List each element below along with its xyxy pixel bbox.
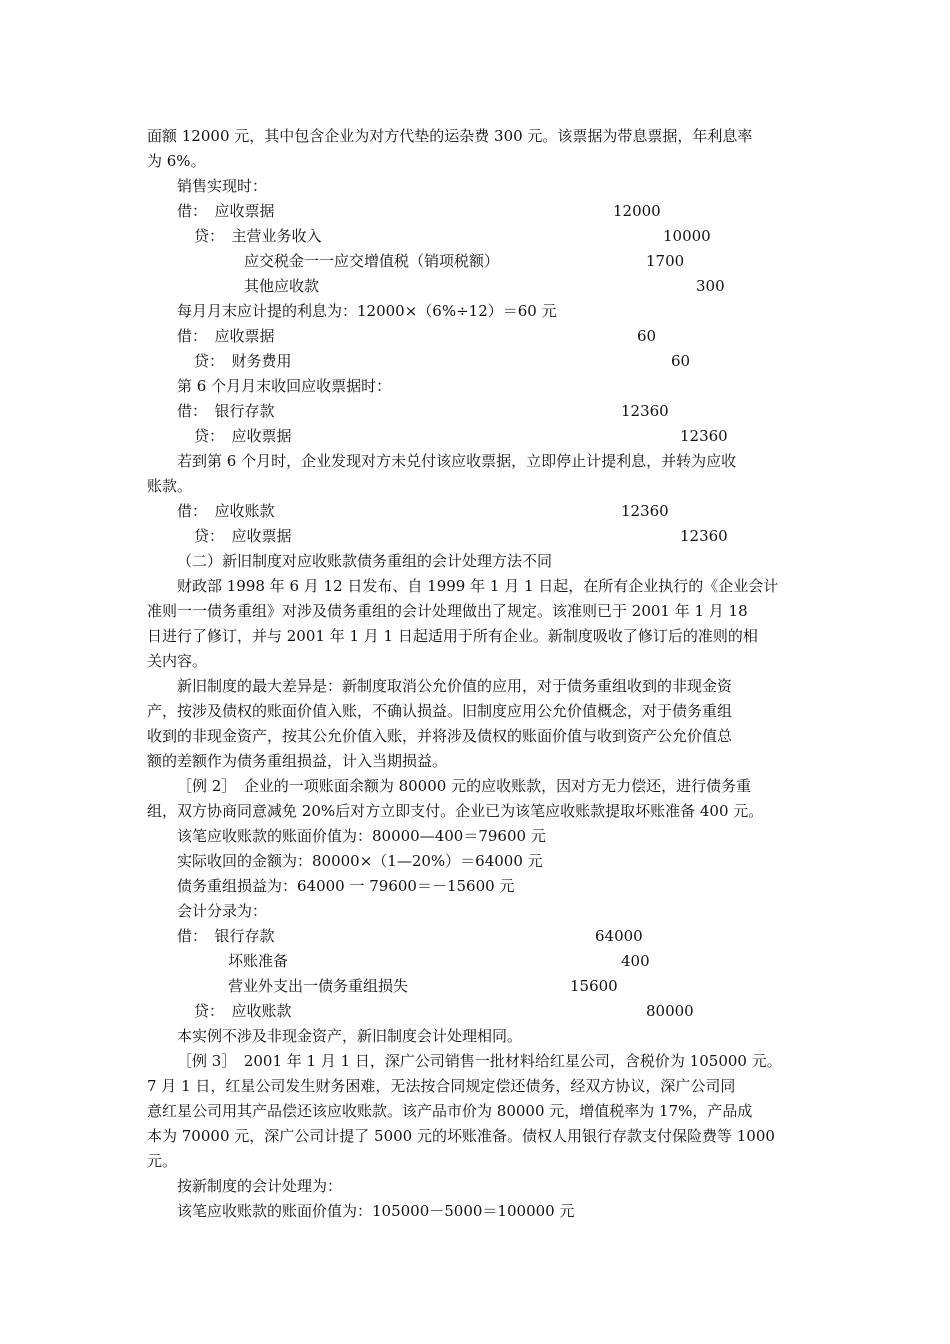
journal-credit-subline: 应交税金一一应交增值税（销项税额） [244,252,500,270]
paragraph-line: 若到第 6 个月时，企业发现对方未兑付该应收票据，立即停止计提利息，并转为应收 [177,452,737,470]
section-heading: （二）新旧制度对应收账款债务重组的会计处理方法不同 [177,552,553,570]
paragraph-line: 额的差额作为债务重组损益，计入当期损益。 [147,752,448,770]
debit-amount: 15600 [570,977,618,995]
debit-amount: 60 [637,327,657,345]
paragraph-line: 7 月 1 日，红星公司发生财务困难，无法按合同规定偿还债务，经双方协议，深广公司同 [147,1077,736,1095]
journal-debit-subline: 营业外支出一债务重组损失 [228,977,409,995]
debit-amount: 12360 [621,402,669,420]
credit-amount: 300 [696,277,725,295]
paragraph-line: 准则一一债务重组》对涉及债务重组的会计处理做出了规定。该准则已于 2001 年 1 月 18 [147,602,748,620]
paragraph-line: 按新制度的会计处理为： [177,1177,343,1195]
credit-amount: 60 [671,352,691,370]
journal-debit-line: 借： 应收票据 [177,327,275,345]
credit-amount: 12360 [680,427,728,445]
journal-debit-line: 借： 银行存款 [177,402,275,420]
journal-credit-line: 贷： 应收账款 [194,1002,292,1020]
journal-debit-line: 借： 应收账款 [177,502,275,520]
paragraph-line: 本为 70000 元，深广公司计提了 5000 元的坏账准备。债权人用银行存款支付保险费等 1000 [147,1127,775,1145]
journal-credit-subline: 其他应收款 [244,277,320,295]
journal-credit-line: 贷： 应收票据 [194,427,292,445]
paragraph-line: 意红星公司用其产品偿还该应收账款。该产品市价为 80000 元，增值税率为 17%，产品成 [147,1102,753,1120]
paragraph-line: ［例 2］ 企业的一项账面余额为 80000 元的应收账款，因对方无力偿还，进行债务重 [177,777,752,795]
paragraph-line: 组，双方协商同意减免 20%后对方立即支付。企业已为该笔应收账款提取坏账准备 400 元。 [147,802,764,820]
paragraph-line: 关内容。 [147,652,208,670]
credit-amount: 10000 [663,227,711,245]
paragraph-line: 债务重组损益为：64000 一 79600＝－15600 元 [177,877,515,895]
paragraph-line: 日进行了修订，并与 2001 年 1 月 1 日起适用于所有企业。新制度吸收了修订后的准则的相 [147,627,758,645]
paragraph-line: 元。 [147,1152,178,1170]
debit-amount: 12360 [621,502,669,520]
journal-debit-line: 借： 应收票据 [177,202,275,220]
paragraph-line: 新旧制度的最大差异是：新制度取消公允价值的应用，对于债务重组收到的非现金资 [177,677,733,695]
debit-amount: 12000 [613,202,661,220]
paragraph-line: 该笔应收账款的账面价值为：105000－5000＝100000 元 [177,1202,575,1220]
paragraph-line: ［例 3］ 2001 年 1 月 1 日，深广公司销售一批材料给红星公司，含税价为 105000 元。 [177,1052,782,1070]
paragraph-line: 产，按涉及债权的账面价值入账，不确认损益。旧制度应用公允价值概念，对于债务重组 [147,702,733,720]
paragraph-line: 账款。 [147,477,193,495]
paragraph-line: 收到的非现金资产，按其公允价值入账，并将涉及债权的账面价值与收到资产公允价值总 [147,727,733,745]
journal-credit-line: 贷： 应收票据 [194,527,292,545]
paragraph-line: 为 6%。 [147,152,206,170]
paragraph-line: 本实例不涉及非现金资产，新旧制度会计处理相同。 [177,1027,523,1045]
credit-amount: 12360 [680,527,728,545]
paragraph-line: 该笔应收账款的账面价值为：80000—400＝79600 元 [177,827,546,845]
credit-amount: 80000 [646,1002,694,1020]
paragraph-line: 财政部 1998 年 6 月 12 日发布、自 1999 年 1 月 1 日起，在所有企业执行的《企业会计 [177,577,779,595]
journal-credit-line: 贷： 主营业务收入 [194,227,322,245]
journal-credit-line: 贷： 财务费用 [194,352,292,370]
paragraph-line: 实际收回的金额为：80000×（1—20%）＝64000 元 [177,852,543,870]
paragraph-line: 每月月末应计提的利息为：12000×（6%÷12）＝60 元 [177,302,557,320]
debit-amount: 64000 [595,927,643,945]
paragraph-line: 第 6 个月月末收回应收票据时： [177,377,392,395]
paragraph-line: 销售实现时： [177,177,268,195]
paragraph-line: 会计分录为： [177,902,268,920]
debit-amount: 400 [621,952,650,970]
credit-amount: 1700 [646,252,685,270]
journal-debit-line: 借： 银行存款 [177,927,275,945]
journal-debit-subline: 坏账准备 [228,952,289,970]
paragraph-line: 面额 12000 元，其中包含企业为对方代垫的运杂费 300 元。该票据为带息票据，年利息率 [147,127,753,145]
